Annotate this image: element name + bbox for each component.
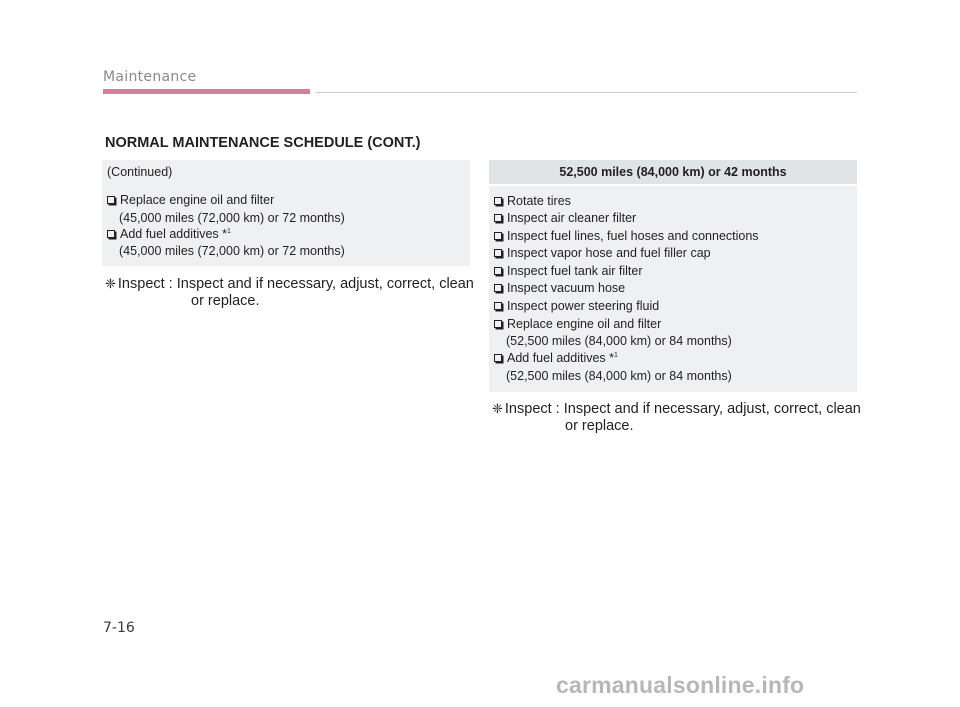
left-item-2: Add fuel additives *$^1$	[107, 227, 231, 241]
right-item-6: Inspect vacuum hose	[494, 281, 625, 295]
right-item-9: Add fuel additives *$^1$	[494, 351, 618, 365]
checkbox-icon	[494, 232, 502, 240]
header-thin-rule	[316, 92, 857, 93]
right-schedule-heading: 52,500 miles (84,000 km) or 42 months	[489, 160, 857, 184]
left-item-1-detail: (45,000 miles (72,000 km) or 72 months)	[119, 211, 345, 225]
page-number: 7-16	[103, 620, 135, 636]
checkbox-icon	[494, 284, 502, 292]
note-symbol-icon: ❈	[105, 276, 116, 291]
continued-label: (Continued)	[107, 165, 173, 179]
right-item-9-detail: (52,500 miles (84,000 km) or 84 months)	[506, 369, 732, 383]
left-inspect-note: ❈ Inspect : Inspect and if necessary, adjust, correct, clean	[105, 276, 474, 292]
checkbox-icon	[494, 267, 502, 275]
checkbox-icon	[494, 302, 502, 310]
right-item-7: Inspect power steering fluid	[494, 299, 659, 313]
checkbox-icon	[494, 249, 502, 257]
checkbox-icon	[107, 230, 115, 238]
left-item-2-detail: (45,000 miles (72,000 km) or 72 months)	[119, 244, 345, 258]
right-item-8-detail: (52,500 miles (84,000 km) or 84 months)	[506, 334, 732, 348]
checkbox-icon	[494, 197, 502, 205]
checkbox-icon	[107, 196, 115, 204]
right-item-4: Inspect vapor hose and fuel filler cap	[494, 246, 711, 260]
checkbox-icon	[494, 214, 502, 222]
right-item-2: Inspect air cleaner filter	[494, 211, 636, 225]
right-item-1: Rotate tires	[494, 194, 571, 208]
checkbox-icon	[494, 354, 502, 362]
right-inspect-note: ❈ Inspect : Inspect and if necessary, adjust, correct, clean	[492, 401, 861, 417]
section-title: NORMAL MAINTENANCE SCHEDULE (CONT.)	[105, 135, 421, 151]
checkbox-icon	[494, 320, 502, 328]
right-item-8: Replace engine oil and filter	[494, 317, 661, 331]
watermark: carmanualsonline.info	[556, 672, 805, 698]
right-item-3: Inspect fuel lines, fuel hoses and connections	[494, 229, 759, 243]
right-inspect-note-line2: or replace.	[565, 418, 634, 434]
note-symbol-icon: ❈	[492, 401, 503, 416]
left-inspect-note-line2: or replace.	[191, 293, 260, 309]
right-item-5: Inspect fuel tank air filter	[494, 264, 642, 278]
header-title: Maintenance	[103, 69, 197, 85]
left-item-1: Replace engine oil and filter	[107, 193, 274, 207]
header-accent-rule	[103, 89, 310, 94]
